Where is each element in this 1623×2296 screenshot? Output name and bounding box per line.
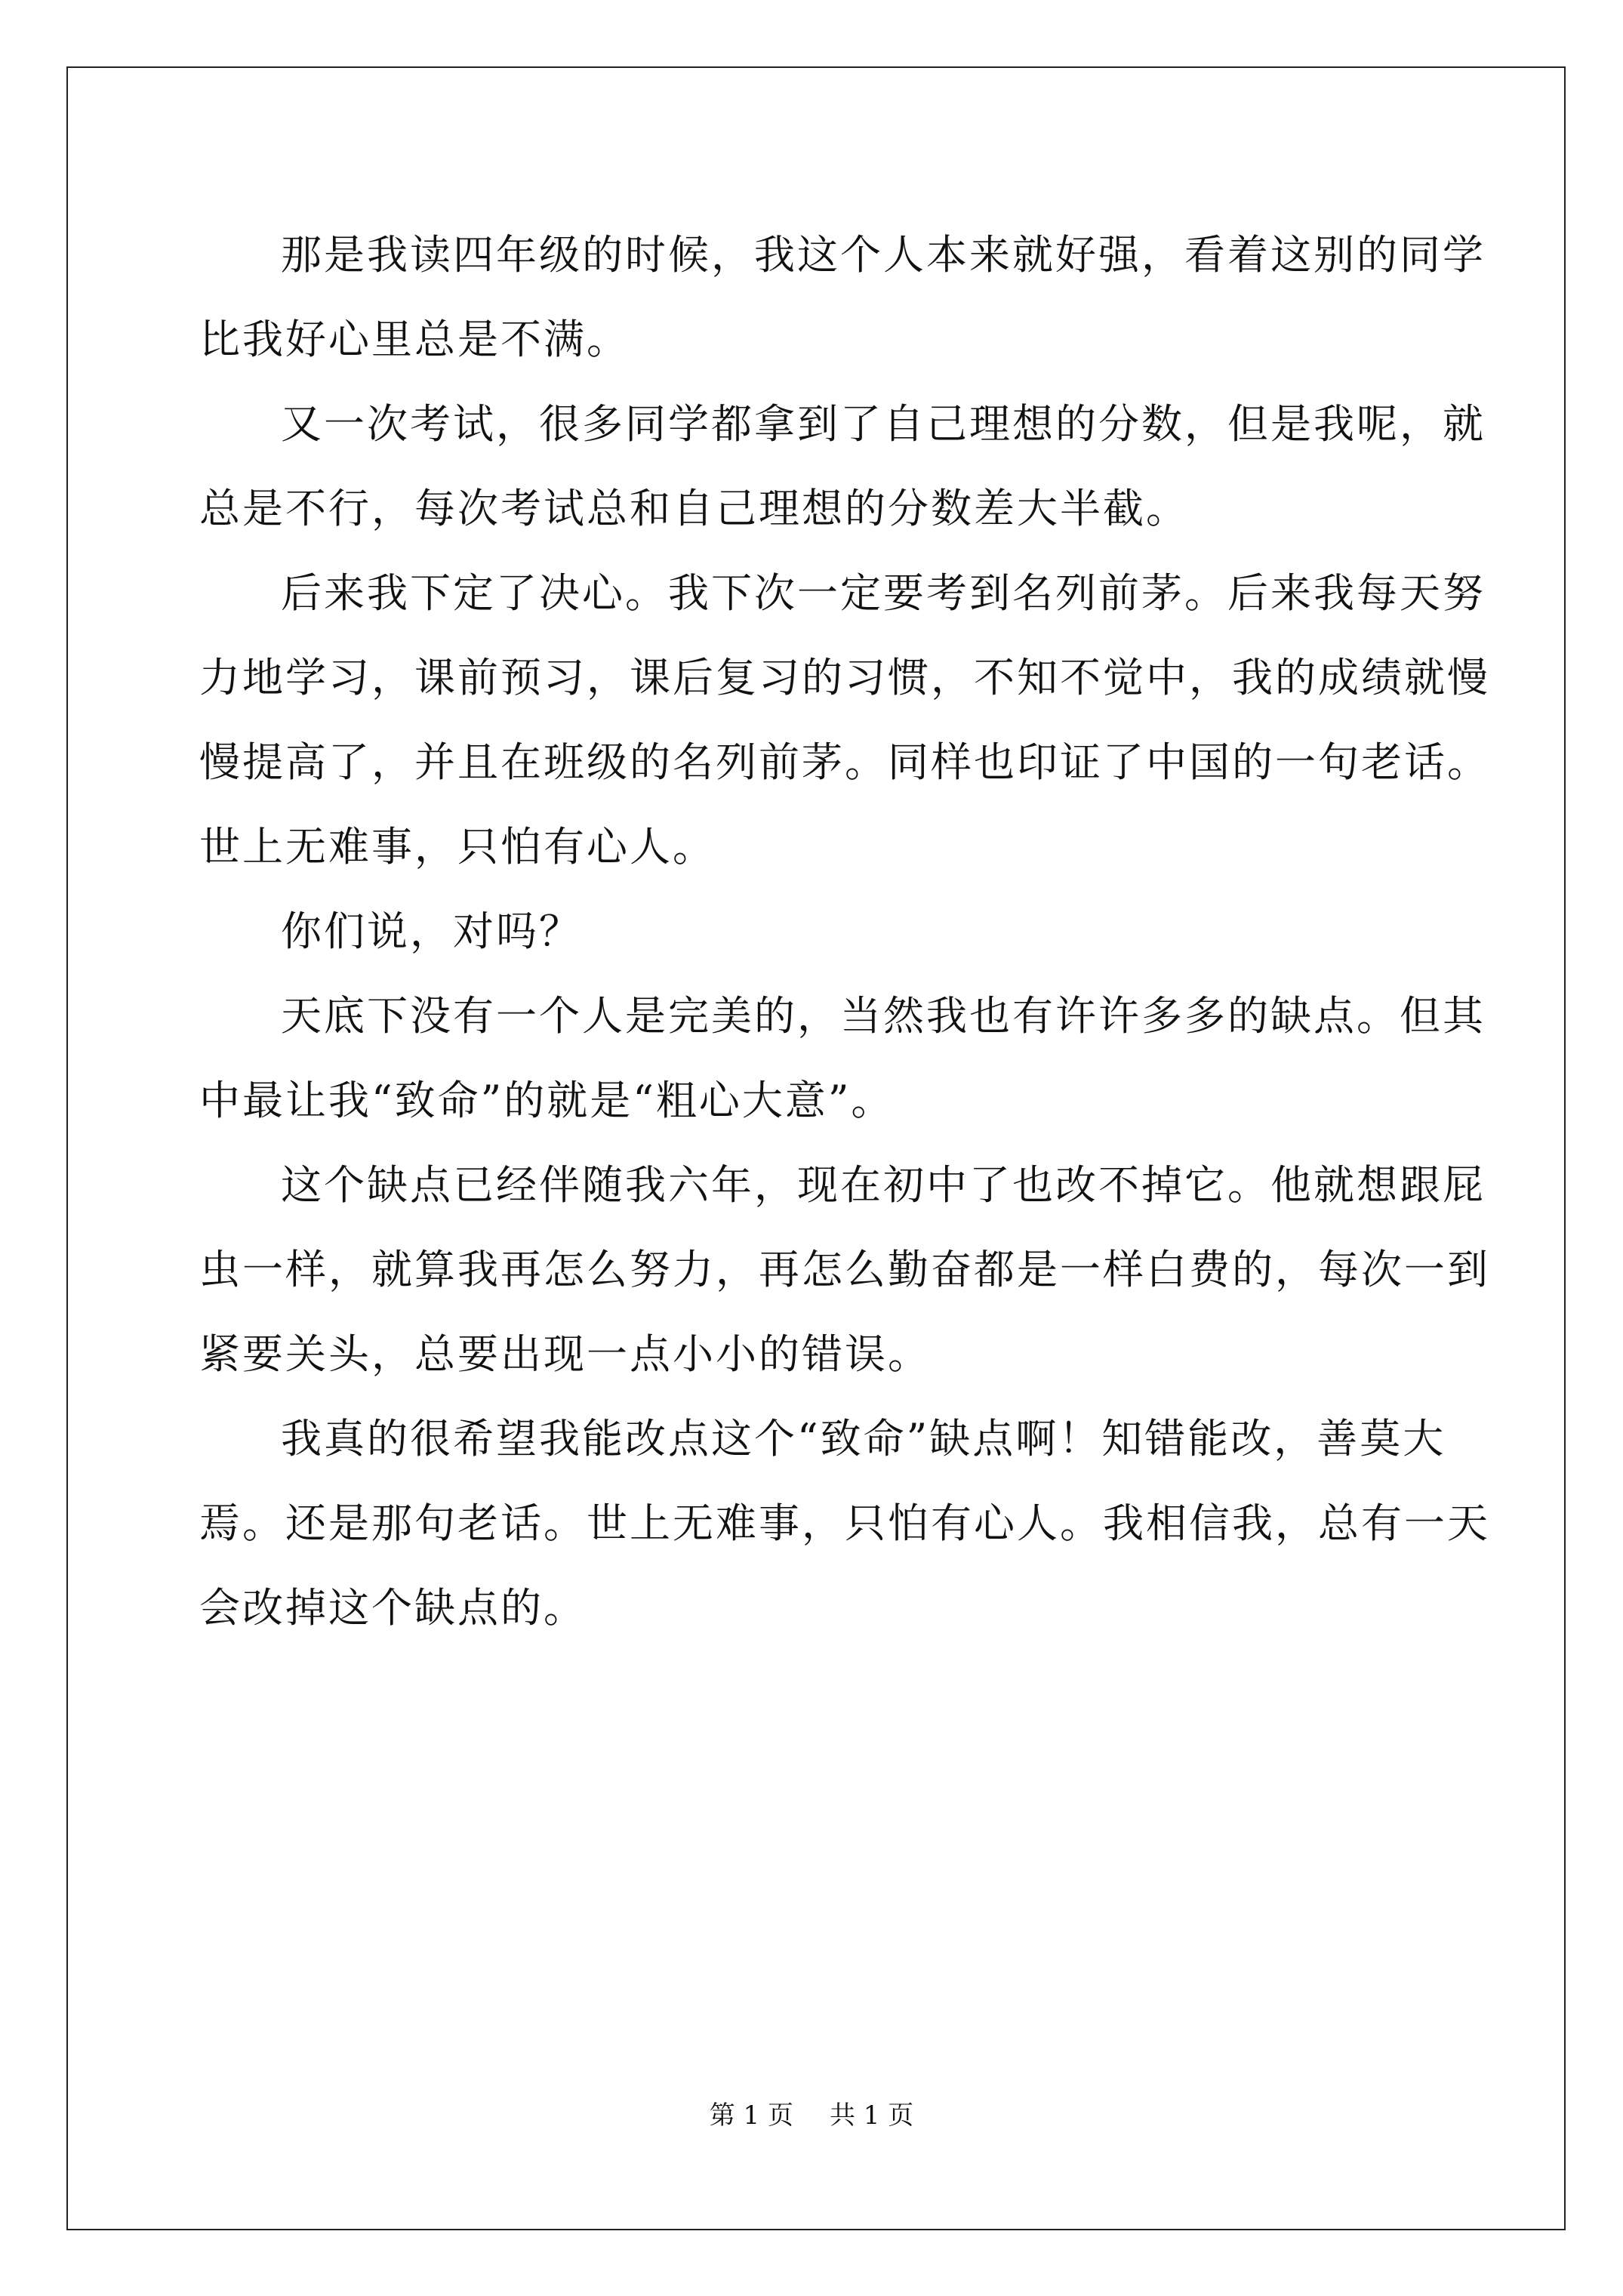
text-line: 总是不行，每次考试总和自己理想的分数差大半截。 bbox=[199, 485, 1189, 532]
text-line: 那是我读四年级的时候，我这个人本来就好强，看着这别的同学 bbox=[281, 231, 1486, 279]
text-line: 虫一样，就算我再怎么努力，再怎么勤奋都是一样白费的，每次一到 bbox=[199, 1246, 1490, 1293]
text-line: 你们说，对吗？ bbox=[281, 908, 582, 955]
text-line: 后来我下定了决心。我下次一定要考到名列前茅。后来我每天努 bbox=[281, 569, 1486, 617]
text-line: 紧要关头，总要出现一点小小的错误。 bbox=[199, 1330, 931, 1378]
text-line: 会改掉这个缺点的。 bbox=[199, 1584, 587, 1632]
document-body bbox=[199, 213, 1490, 1650]
text-line: 中最让我“致命”的就是“粗心大意”。 bbox=[199, 1077, 895, 1124]
text-line: 这个缺点已经伴随我六年，现在初中了也改不掉它。他就想跟屁 bbox=[281, 1161, 1486, 1209]
text-line: 又一次考试，很多同学都拿到了自己理想的分数，但是我呢，就 bbox=[281, 400, 1486, 448]
text-line: 我真的很希望我能改点这个“致命”缺点啊！知错能改，善莫大 bbox=[281, 1415, 1446, 1462]
text-line: 焉。还是那句老话。世上无难事，只怕有心人。我相信我，总有一天 bbox=[199, 1499, 1490, 1547]
text-line: 慢提高了，并且在班级的名列前茅。同样也印证了中国的一句老话。 bbox=[199, 738, 1490, 786]
text-line: 比我好心里总是不满。 bbox=[199, 316, 630, 363]
text-line: 世上无难事，只怕有心人。 bbox=[199, 823, 716, 871]
page-footer bbox=[0, 2099, 1623, 2132]
text-line: 力地学习，课前预习，课后复习的习惯，不知不觉中，我的成绩就慢 bbox=[199, 654, 1490, 701]
page-total: 共 1 页 bbox=[830, 2100, 914, 2131]
text-line: 天底下没有一个人是完美的，当然我也有许许多多的缺点。但其 bbox=[281, 992, 1486, 1040]
page-number: 第 1 页 bbox=[709, 2100, 793, 2131]
